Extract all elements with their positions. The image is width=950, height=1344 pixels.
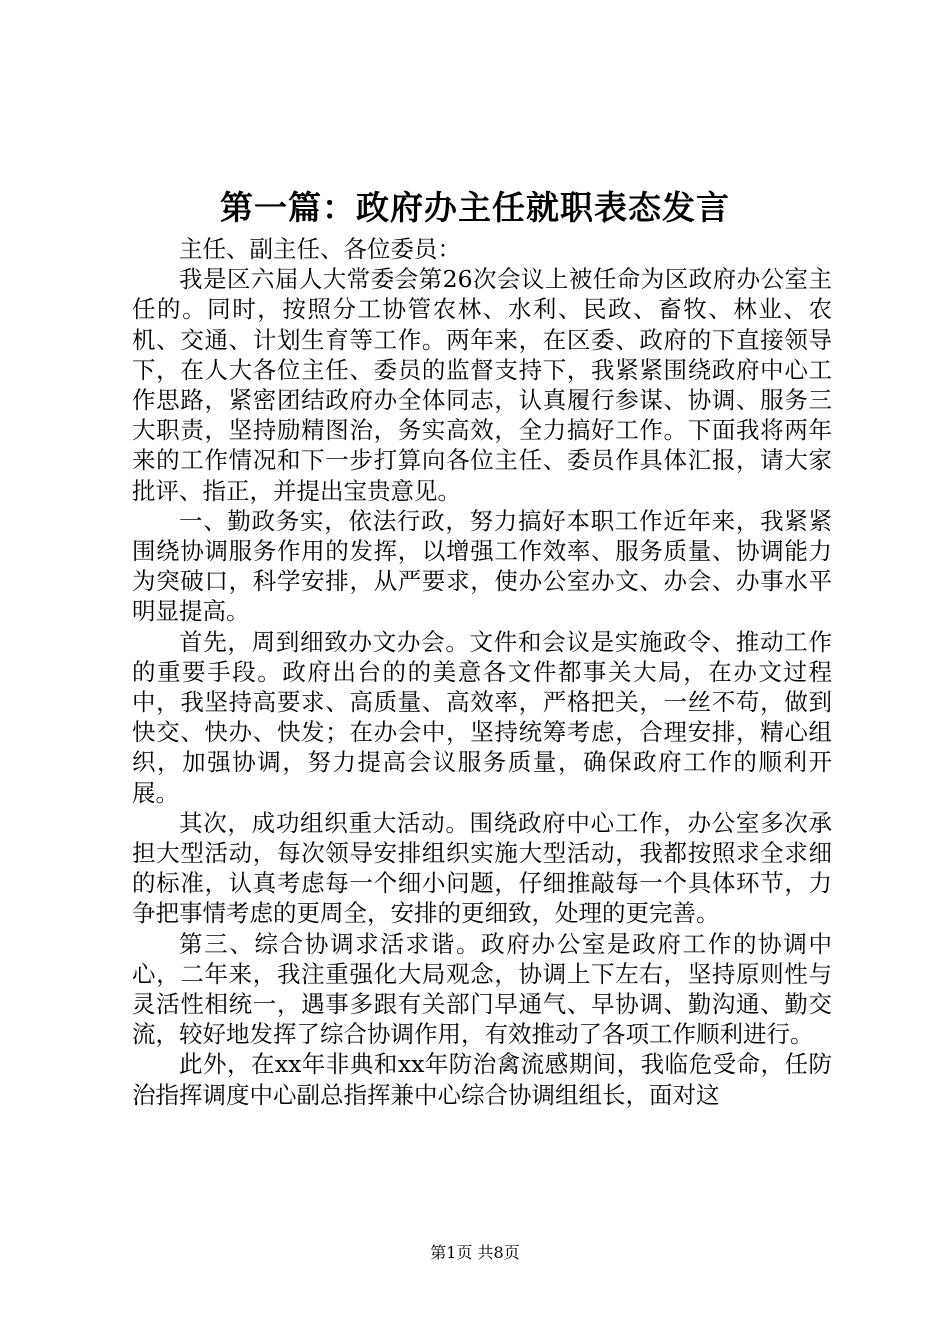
page-number-footer: 第1页 共8页	[430, 1243, 520, 1262]
paragraph-second-point: 其次，成功组织重大活动。围绕政府中心工作，办公室多次承担大型活动，每次领导安排组织实施大型活动，我都按照求全求细的标准，认真考虑每一个细小问题，仔细推敲每一个具体环节，力争把事情考虑的更周全，安排的更细致，处理的更完善。	[132, 808, 832, 928]
paragraph-first-point: 首先，周到细致办文办会。文件和会议是实施政令、推动工作的重要手段。政府出台的的美意各文件都事关大局，在办文过程中，我坚持高要求、高质量、高效率，严格把关，一丝不苟，做到快交、快办、快发；在办会中，坚持统筹考虑，合理安排，精心组织，加强协调，努力提高会议服务质量，确保政府工作的顺利开展。	[132, 627, 832, 807]
paragraph-section-one: 一、勤政务实，依法行政，努力搞好本职工作近年来，我紧紧围绕协调服务作用的发挥，以增强工作效率、服务质量、协调能力为突破口，科学安排，从严要求，使办公室办文、办会、办事水平明显提高。	[132, 506, 832, 626]
paragraph-third-point: 第三、综合协调求活求谐。政府办公室是政府工作的协调中心，二年来，我注重强化大局观念，协调上下左右，坚持原则性与灵活性相统一，遇事多跟有关部门早通气、早协调、勤沟通、勤交流，较好地发挥了综合协调作用，有效推动了各项工作顺利进行。	[132, 929, 832, 1049]
document-title: 第一篇：政府办主任就职表态发言	[220, 188, 730, 227]
document-body	[132, 234, 832, 1110]
paragraph-salutation: 主任、副主任、各位委员：	[179, 235, 461, 263]
paragraph-introduction: 我是区六届人大常委会第26次会议上被任命为区政府办公室主任的。同时，按照分工协管农林、水利、民政、畜牧、林业、农机、交通、计划生育等工作。两年来，在区委、政府的下直接领导下，在人大各位主任、委员的监督支持下，我紧紧围绕政府中心工作思路，紧密团结政府办全体同志，认真履行参谋、协调、服务三大职责，坚持励精图治，务实高效，全力搞好工作。下面我将两年来的工作情况和下一步打算向各位主任、委员作具体汇报，请大家批评、指正，并提出宝贵意见。	[132, 265, 832, 505]
paragraph-additional: 此外，在xx年非典和xx年防治禽流感期间，我临危受命，任防治指挥调度中心副总指挥兼中心综合协调组组长，面对这	[132, 1050, 832, 1109]
